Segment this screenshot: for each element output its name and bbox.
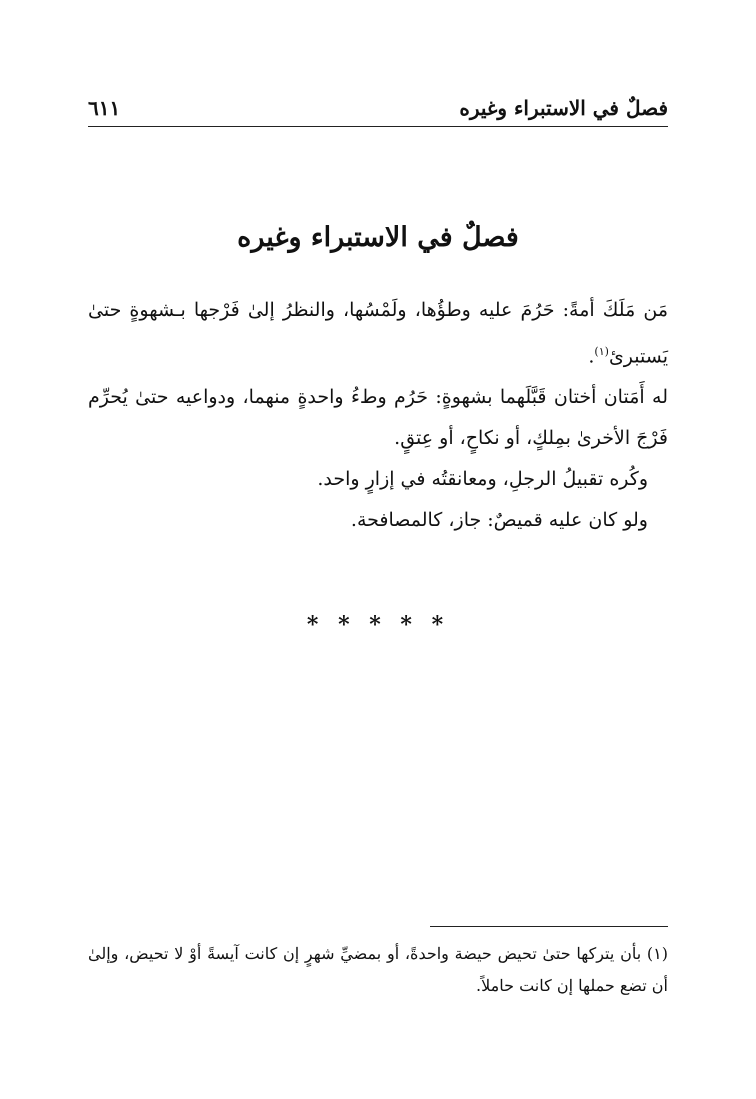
paragraph-4: ولو كان عليه قميصٌ: جاز، كالمصافحة.: [350, 509, 648, 532]
footnotes: [88, 938, 668, 1002]
running-title: فصلٌ في الاستبراء وغيره: [459, 96, 668, 120]
paragraph-2: له أَمَتان أختان قَبَّلَهما بشهوةٍ: حَرُم وطءُ واحدةٍ منهما، ودواعيه حتىٰ يُحرِّم فَرْجَ الأخرىٰ بمِلكٍ، أو نكاحٍ، أو عِتقٍ.: [88, 386, 668, 450]
body-text: [88, 290, 668, 541]
footnote-1: (١) بأن يتركها حتىٰ تحيض حيضة واحدةً، أو بمضيِّ شهرٍ إن كانت آيسةً أوْ لا تحيض، وإلىٰ أن تضع حملها إن كانت حاملاً.: [88, 944, 668, 995]
paragraph-1: [88, 290, 668, 377]
paragraph-1-text: مَن مَلَكَ أمةً: حَرُمَ عليه وطؤُها، ولَمْسُها، والنظرُ إلىٰ فَرْجها بـشهوةٍ حتىٰ يَستبرئ: [88, 299, 668, 368]
page-number: ٦١١: [88, 96, 121, 120]
footnote-reference: (١): [594, 345, 609, 358]
running-header: [88, 90, 668, 127]
chapter-title: فصلٌ في الاستبراء وغيره: [237, 222, 519, 253]
paragraph-1-end: .: [588, 345, 595, 368]
footnote-rule: [430, 926, 668, 927]
paragraph-3: وكُره تقبيلُ الرجلِ، ومعانقتُه في إزارٍ واحد.: [317, 468, 648, 491]
section-separator: * * * * *: [306, 612, 450, 638]
